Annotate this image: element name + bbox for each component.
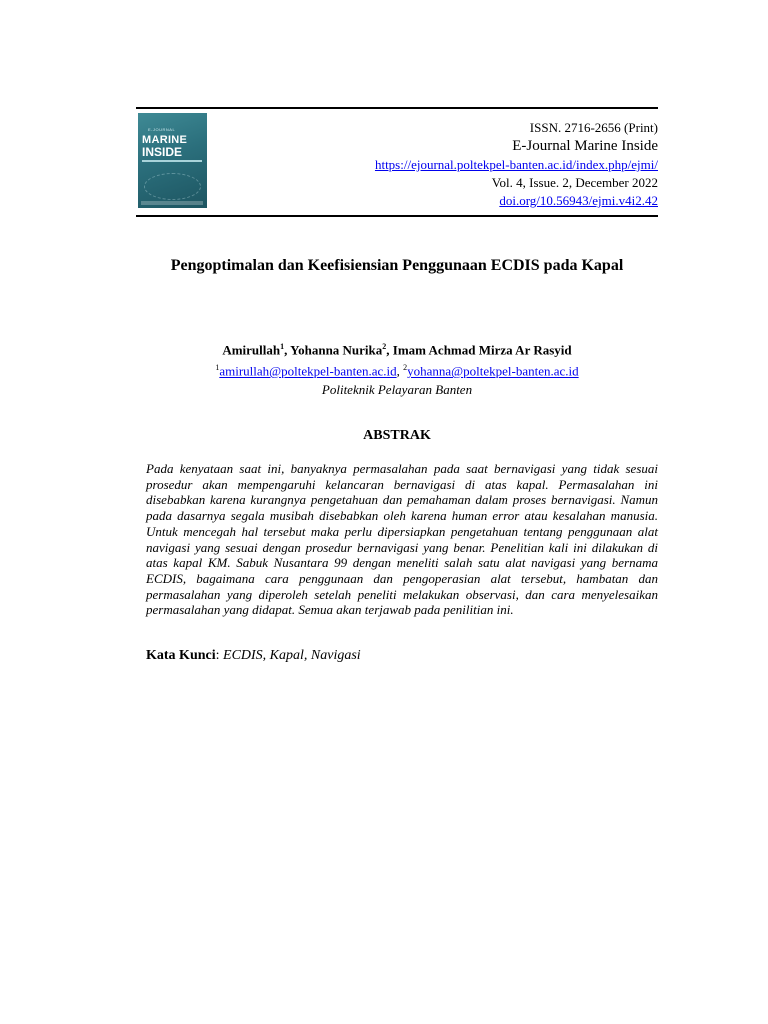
keywords	[146, 647, 658, 665]
email-2-sup: 2	[403, 363, 408, 373]
header-bottom-rule	[136, 215, 658, 217]
keywords-value: ECDIS, Kapal, Navigasi	[223, 648, 361, 663]
cover-divider	[142, 160, 202, 162]
author-1-sup: 1	[280, 342, 285, 351]
journal-name: E-Journal Marine Inside	[512, 138, 658, 154]
author-names	[136, 338, 658, 359]
affiliation: Politeknik Pelayaran Banten	[321, 381, 473, 397]
cover-journal-label: E-JOURNAL	[148, 127, 176, 132]
doi-link[interactable]: doi.org/10.56943/ejmi.v4i2.42	[499, 193, 658, 208]
paper-title: Pengoptimalan dan Keefisiensian Penggunaan ECDIS pada Kapal	[170, 257, 624, 274]
abstract-heading: ABSTRAK	[363, 428, 431, 443]
volume-issue: Vol. 4, Issue. 2, December 2022	[491, 175, 658, 190]
cover-globe-graphic	[144, 173, 201, 200]
header-top-rule	[136, 107, 658, 109]
author-2: Yohanna Nurika	[290, 342, 383, 358]
email-1-link[interactable]: amirullah@poltekpel-banten.ac.id	[219, 363, 397, 379]
journal-url-link[interactable]: https://ejournal.poltekpel-banten.ac.id/index.php/ejmi/	[374, 157, 658, 172]
issn: ISSN. 2716-2656 (Print)	[529, 120, 658, 135]
cover-footer-band	[141, 201, 203, 205]
keywords-colon: :	[215, 648, 224, 663]
author-3: Imam Achmad Mirza Ar Rasyid	[392, 342, 572, 358]
email-separator: ,	[396, 363, 404, 379]
cover-inside-text: INSIDE	[142, 145, 183, 159]
author-emails	[136, 359, 658, 380]
author-separator: ,	[386, 342, 393, 358]
email-2-link[interactable]: yohanna@poltekpel-banten.ac.id	[407, 363, 579, 379]
author-2-sup: 2	[382, 342, 387, 351]
keywords-label: Kata Kunci	[146, 648, 216, 663]
journal-info-block	[375, 119, 658, 210]
author-separator: ,	[284, 342, 291, 358]
journal-cover-image	[138, 113, 207, 208]
abstract-text: Pada kenyataan saat ini, banyaknya permasalahan pada saat bernavigasi yang tidak sesuai prosedur akan mempengaruhi kelancaran bernavigasi di atas kapal. Permasalahan ini disebabkan karena kurangnya pengetahuan dan pemahaman dalam proses bernavigasi. Namun pada dasarnya segala musibah disebabkan oleh karena human error atau kesalahan manusia. Untuk mencegah hal tersebut maka perlu dipersiapkan pengetahuan tentang penggunaan alat navigasi yang sesuai dengan prosedur bernavigasi yang benar. Penelitian kali ini dilakukan di atas kapal KM. Sabuk Nusantara 99 dengan meneliti salah satu alat navigasi yang bernama ECDIS, bagaimana cara penggunaan dan pengoperasian alat tersebut, hambatan dan permasalahan yang diperoleh setelah peneliti melakukan observasi, dan cara menyelesaikan permasalahan yang didapat. Semua akan terjawab pada penilitian ini.	[146, 461, 658, 618]
cover-marine-text: MARINE	[142, 134, 188, 146]
author-block	[136, 338, 658, 399]
email-1-sup: 1	[215, 363, 220, 373]
author-1: Amirullah	[222, 342, 281, 358]
